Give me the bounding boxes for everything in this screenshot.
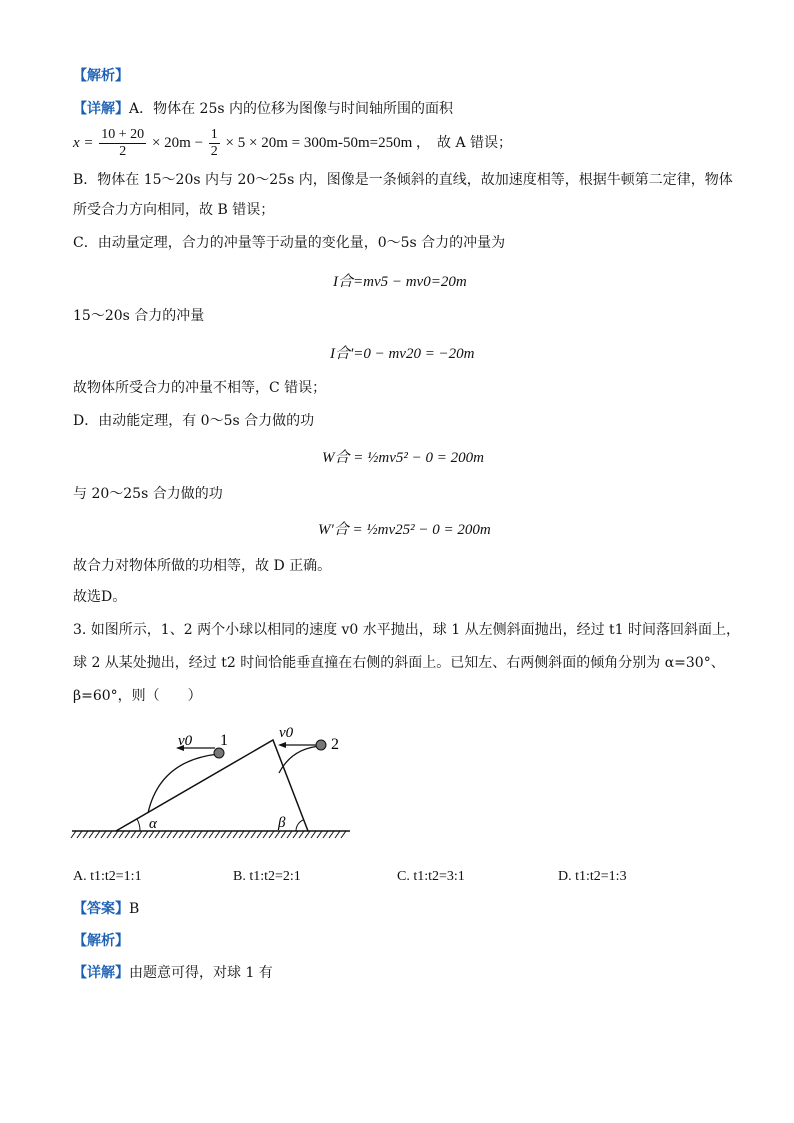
detail-line-c3: 故物体所受合力的冲量不相等，C 错误； [73, 380, 327, 396]
detail-line-b1: B．物体在 15～20s 内与 20～25s 内，图像是一条倾斜的直线，故加速度相等，根据牛顿第二定律，物体 [73, 172, 733, 188]
detail-line-a: 【详解】A．物体在 25s 内的位移为图像与时间轴所围的面积 [73, 101, 454, 117]
ball-2-arrowhead [278, 742, 286, 748]
hatch-mark [107, 831, 112, 838]
hatch-mark [269, 831, 274, 838]
hatch-mark [329, 831, 334, 838]
hatch-mark [227, 831, 232, 838]
ball-1-trajectory [148, 754, 219, 813]
option-c: C. t1:t2=3:1 [397, 869, 465, 884]
inclined-planes-figure [70, 720, 360, 850]
hatch-mark [305, 831, 310, 838]
equation-displacement: x = $\frac{10 + 20}{2}$ × 20m − $\frac{1}{2}$ × 5 × 20m = 300m-50m=250m ， 故 A 错误； [73, 127, 513, 159]
hatch-mark [131, 831, 136, 838]
hatch-mark [71, 831, 76, 838]
hatch-mark [95, 831, 100, 838]
hatch-mark [113, 831, 118, 838]
fraction-1: $\frac{10 + 20}{2}$ [101, 127, 145, 159]
hatch-mark [263, 831, 268, 838]
ball-1-label: 1 [220, 732, 228, 749]
hatch-mark [77, 831, 82, 838]
hatch-mark [287, 831, 292, 838]
hatch-mark [125, 831, 130, 838]
hatch-mark [89, 831, 94, 838]
hatch-mark [143, 831, 148, 838]
hatch-mark [311, 831, 316, 838]
answer-line: 【答案】B [73, 901, 140, 917]
ball-1 [214, 748, 224, 758]
hatch-mark [209, 831, 214, 838]
option-d: D. t1:t2=1:3 [558, 869, 627, 884]
equation-work-2: W′合 = ½mv25² − 0 = 200m [318, 522, 491, 538]
question-3-stem-3: β=60°，则（ ） [73, 688, 202, 704]
hatch-mark [167, 831, 172, 838]
hatch-mark [155, 831, 160, 838]
beta-label: β [278, 815, 286, 831]
hatch-mark [239, 831, 244, 838]
equation-work-1: W合 = ½mv5² − 0 = 200m [322, 450, 484, 466]
hatch-mark [215, 831, 220, 838]
analysis-heading: 【解析】 [73, 68, 129, 84]
hatch-mark [173, 831, 178, 838]
fraction-2: $\frac{1}{2}$ [210, 127, 218, 159]
hatch-mark [335, 831, 340, 838]
hatch-mark [149, 831, 154, 838]
hatch-mark [251, 831, 256, 838]
alpha-arc [137, 819, 140, 831]
hatch-mark [203, 831, 208, 838]
equation-impulse-2: I合'=0 − mv20 = −20m [330, 346, 475, 362]
hatch-mark [137, 831, 142, 838]
ground-hatching [71, 831, 346, 838]
detail-line-c2: 15～20s 合力的冲量 [73, 308, 205, 324]
option-b: B. t1:t2=2:1 [233, 869, 301, 884]
ball-1-v0-label: v0 [178, 733, 193, 749]
hatch-mark [119, 831, 124, 838]
hatch-mark [197, 831, 202, 838]
hatch-mark [101, 831, 106, 838]
answer-value: B [129, 901, 140, 917]
analysis-heading-2: 【解析】 [73, 933, 129, 949]
hatch-mark [341, 831, 346, 838]
choice-line: 故选D。 [73, 589, 127, 605]
hatch-mark [275, 831, 280, 838]
hatch-mark [257, 831, 262, 838]
ball-2 [316, 740, 326, 750]
hatch-mark [281, 831, 286, 838]
hatch-mark [185, 831, 190, 838]
alpha-label: α [149, 816, 157, 832]
detail-line-d1: D．由动能定理，有 0～5s 合力做的功 [73, 413, 315, 429]
hatch-mark [233, 831, 238, 838]
question-3-stem-1: 3. 如图所示，1、2 两个小球以相同的速度 v0 水平抛出，球 1 从左侧斜面抛出，经过 t1 时间落回斜面上， [73, 622, 741, 638]
beta-arc [296, 820, 303, 831]
detail-line-d2: 与 20～25s 合力做的功 [73, 486, 223, 502]
ball-2-v0-label: v0 [279, 725, 294, 741]
hatch-mark [221, 831, 226, 838]
ball-2-trajectory [279, 746, 321, 773]
ball-2-label: 2 [331, 736, 339, 753]
hatch-mark [179, 831, 184, 838]
detail-line-c1: C．由动量定理，合力的冲量等于动量的变化量，0～5s 合力的冲量为 [73, 235, 506, 251]
hatch-mark [83, 831, 88, 838]
hatch-mark [293, 831, 298, 838]
hatch-mark [161, 831, 166, 838]
detail-line-d3: 故合力对物体所做的功相等，故 D 正确。 [73, 558, 332, 574]
hatch-mark [299, 831, 304, 838]
hatch-mark [317, 831, 322, 838]
equation-impulse-1: I合=mv5 − mv0=20m [333, 274, 467, 290]
hatch-mark [191, 831, 196, 838]
hatch-mark [245, 831, 250, 838]
detail-line-b2: 所受合力方向相同，故 B 错误； [73, 202, 275, 218]
option-a: A. t1:t2=1:1 [73, 869, 142, 884]
hatch-mark [323, 831, 328, 838]
detail-line-q3: 【详解】由题意可得，对球 1 有 [73, 965, 273, 981]
question-3-stem-2: 球 2 从某处抛出，经过 t2 时间恰能垂直撞在右侧的斜面上。已知左、右两侧斜面的倾角分别为 α=30°、 [73, 655, 725, 671]
